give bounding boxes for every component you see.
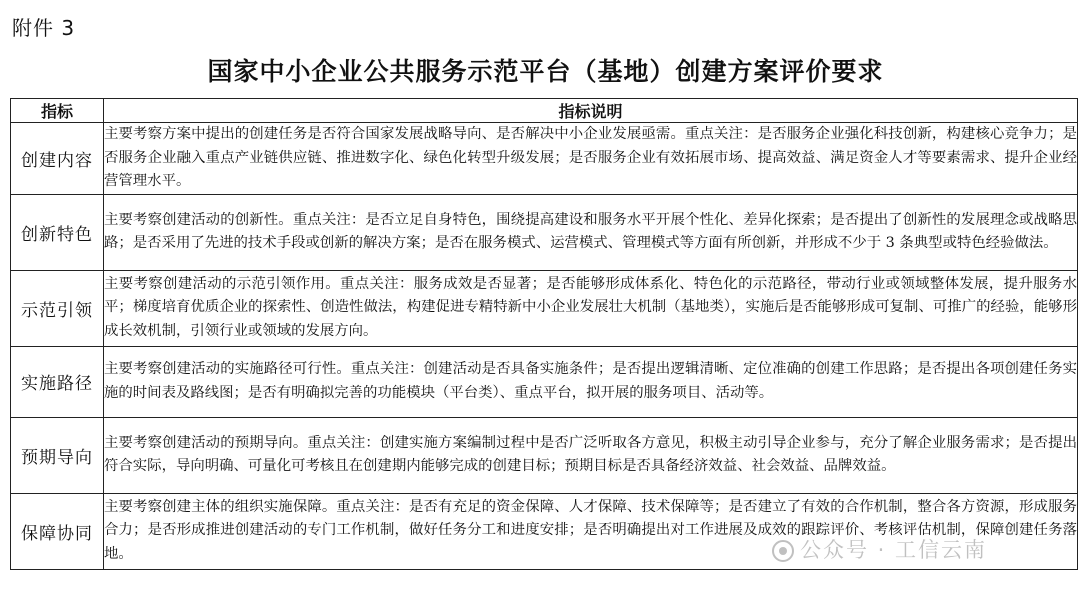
column-header-description: 指标说明 xyxy=(104,99,1078,123)
attachment-label: 附件 3 xyxy=(12,16,76,40)
watermark-text: 公众号 · 工信云南 xyxy=(800,538,988,562)
table-row xyxy=(11,493,1078,569)
table-header-row xyxy=(11,99,1078,123)
description-cell: 主要考察创建活动的实施路径可行性。重点关注：创建活动是否具备实施条件；是否提出逻辑清晰、定位准确的创建工作思路；是否提出各项创建任务实施的时间表及路线图；是否有明确拟完善的功能模块（平台类）、重点平台，拟开展的服务项目、活动等。 xyxy=(104,346,1078,417)
description-cell: 主要考察创建活动的创新性。重点关注：是否立足自身特色，围绕提高建设和服务水平开展个性化、差异化探索；是否提出了创新性的发展理念或战略思路；是否采用了先进的技术手段或创新的解决方案；是否在服务模式、运营模式、管理模式等方面有所创新，并形成不少于 3 条典型或特色经验做法。 xyxy=(104,194,1078,270)
indicator-cell: 示范引领 xyxy=(11,270,104,346)
table-row xyxy=(11,194,1078,270)
description-cell: 主要考察创建主体的组织实施保障。重点关注：是否有充足的资金保障、人才保障、技术保障等；是否建立了有效的合作机制，整合各方资源，形成服务合力；是否形成推进创建活动的专门工作机制，做好任务分工和进度安排；是否明确提出对工作进展及成效的跟踪评价、考核评估机制，保障创建任务落地。 xyxy=(104,493,1078,569)
table-row xyxy=(11,346,1078,417)
indicator-cell: 实施路径 xyxy=(11,346,104,417)
document-title: 国家中小企业公共服务示范平台（基地）创建方案评价要求 xyxy=(207,57,884,86)
description-cell: 主要考察创建活动的预期导向。重点关注：创建实施方案编制过程中是否广泛听取各方意见，积极主动引导企业参与，充分了解企业服务需求；是否提出符合实际，导向明确、可量化可考核且在创建期内能够完成的创建目标；预期目标是否具备经济效益、社会效益、品牌效益。 xyxy=(104,417,1078,493)
indicator-cell: 保障协同 xyxy=(11,493,104,569)
table-row xyxy=(11,270,1078,346)
column-header-indicator: 指标 xyxy=(11,99,104,123)
indicator-cell: 预期导向 xyxy=(11,417,104,493)
description-cell: 主要考察方案中提出的创建任务是否符合国家发展战略导向、是否解决中小企业发展亟需。重点关注：是否服务企业强化科技创新，构建核心竞争力；是否服务企业融入重点产业链供应链、推进数字化、绿色化转型升级发展；是否服务企业有效拓展市场、提高效益、满足资金人才等要素需求、提升企业经营管理水平。 xyxy=(104,123,1078,195)
evaluation-table xyxy=(10,98,1078,570)
indicator-cell: 创建内容 xyxy=(11,123,104,195)
table-row xyxy=(11,123,1078,195)
table-row xyxy=(11,417,1078,493)
indicator-cell: 创新特色 xyxy=(11,194,104,270)
description-cell: 主要考察创建活动的示范引领作用。重点关注：服务成效是否显著；是否能够形成体系化、特色化的示范路径，带动行业或领域整体发展，提升服务水平；梯度培育优质企业的探索性、创造性做法，构建促进专精特新中小企业发展壮大机制（基地类），实施后是否能够形成可复制、可推广的经验，能够形成长效机制，引领行业或领域的发展方向。 xyxy=(104,270,1078,346)
